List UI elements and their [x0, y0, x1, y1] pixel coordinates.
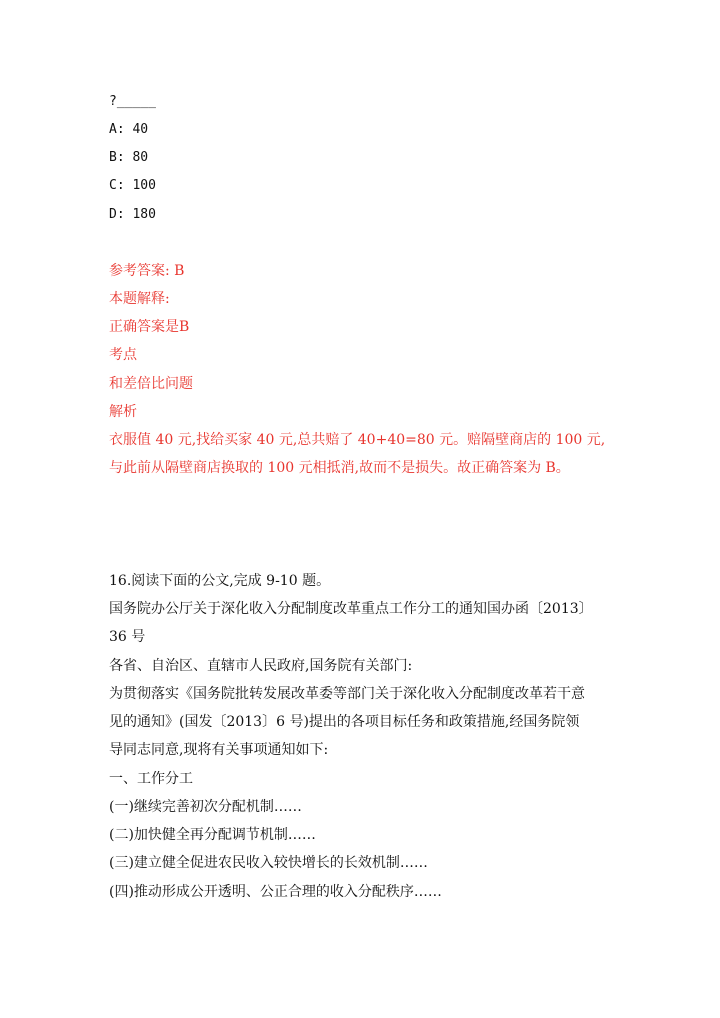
notice-title-line-2: 36 号: [109, 629, 146, 645]
notice-body-line-3: 导同志同意,现将有关事项通知如下:: [109, 742, 329, 758]
correct-answer: 正确答案是B: [109, 319, 190, 335]
question-stem-tail: ?_____: [109, 94, 156, 109]
reference-answer: 参考答案: B: [109, 263, 185, 279]
notice-addressee: 各省、自治区、直辖市人民政府,国务院有关部门:: [109, 658, 413, 674]
option-b: B: 80: [109, 150, 149, 165]
option-c: C: 100: [109, 178, 156, 193]
item-2: (二)加快健全再分配调节机制……: [109, 827, 316, 843]
notice-body-line-1: 为贯彻落实《国务院批转发展改革委等部门关于深化收入分配制度改革若干意: [109, 686, 585, 702]
topic-heading: 考点: [109, 347, 137, 363]
section-heading: 一、工作分工: [109, 771, 193, 787]
explanation-heading: 本题解释:: [109, 291, 170, 307]
notice-body-line-2: 见的通知》(国发〔2013〕6 号)提出的各项目标任务和政策措施,经国务院领: [109, 714, 580, 730]
analysis-line-1: 衣服值 40 元,找给买家 40 元,总共赔了 40+40=80 元。赔隔壁商店的 100 元,: [109, 432, 606, 448]
notice-title-line-1: 国务院办公厅关于深化收入分配制度改革重点工作分工的通知国办函〔2013〕: [109, 601, 593, 617]
question-heading: 16.阅读下面的公文,完成 9-10 题。: [109, 573, 331, 589]
item-1: (一)继续完善初次分配机制……: [109, 799, 302, 815]
item-4: (四)推动形成公开透明、公正合理的收入分配秩序……: [109, 884, 442, 900]
option-d: D: 180: [109, 207, 156, 222]
analysis-heading: 解析: [109, 404, 137, 420]
item-3: (三)建立健全促进农民收入较快增长的长效机制……: [109, 855, 428, 871]
option-a: A: 40: [109, 122, 149, 137]
topic-text: 和差倍比问题: [109, 376, 193, 392]
analysis-line-2: 与此前从隔壁商店换取的 100 元相抵消,故而不是损失。故正确答案为 B。: [109, 460, 570, 476]
